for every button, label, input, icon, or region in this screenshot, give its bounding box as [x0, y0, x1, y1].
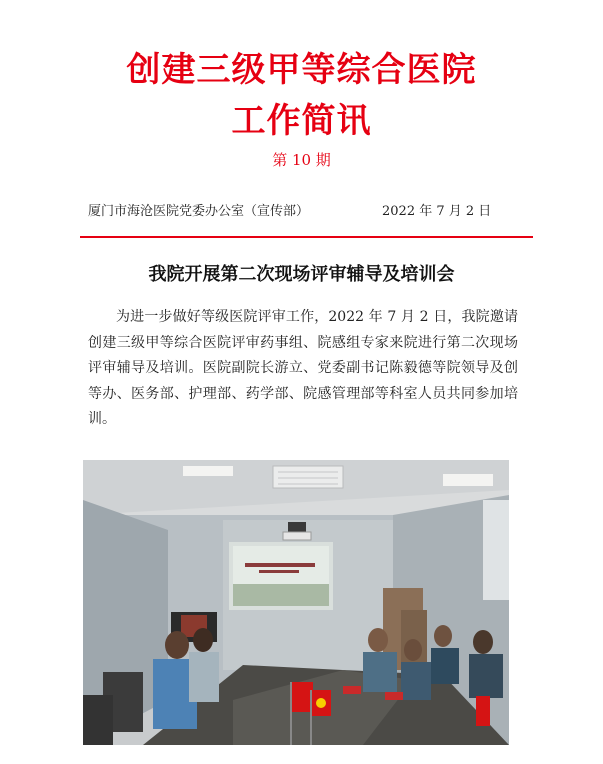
- meeting-photo: [83, 460, 509, 745]
- newsletter-title-line2: 工作简讯: [231, 101, 372, 141]
- newsletter-title-line1: 创建三级甲等综合医院: [126, 50, 477, 90]
- publish-date: 2022 年 7 月 2 日: [382, 204, 492, 219]
- issue-number: 第 10 期: [272, 151, 331, 169]
- header-divider: [80, 236, 533, 238]
- article-headline: 我院开展第二次现场评审辅导及培训会: [148, 264, 455, 285]
- meeting-room-illustration: [83, 460, 509, 745]
- article-body: 为进一步做好等级医院评审工作，2022 年 7 月 2 日，我院邀请创建三级甲等综合医院评审药事组、院感组专家来院进行第二次现场评审辅导及培训。医院副院长游立、党委副书记陈毅德等院领导及创等办、医务部、护理部、药学部、院感管理部等科室人员共同参加培训。: [88, 309, 518, 427]
- publisher: 厦门市海沧医院党委办公室（宣传部）: [88, 204, 310, 219]
